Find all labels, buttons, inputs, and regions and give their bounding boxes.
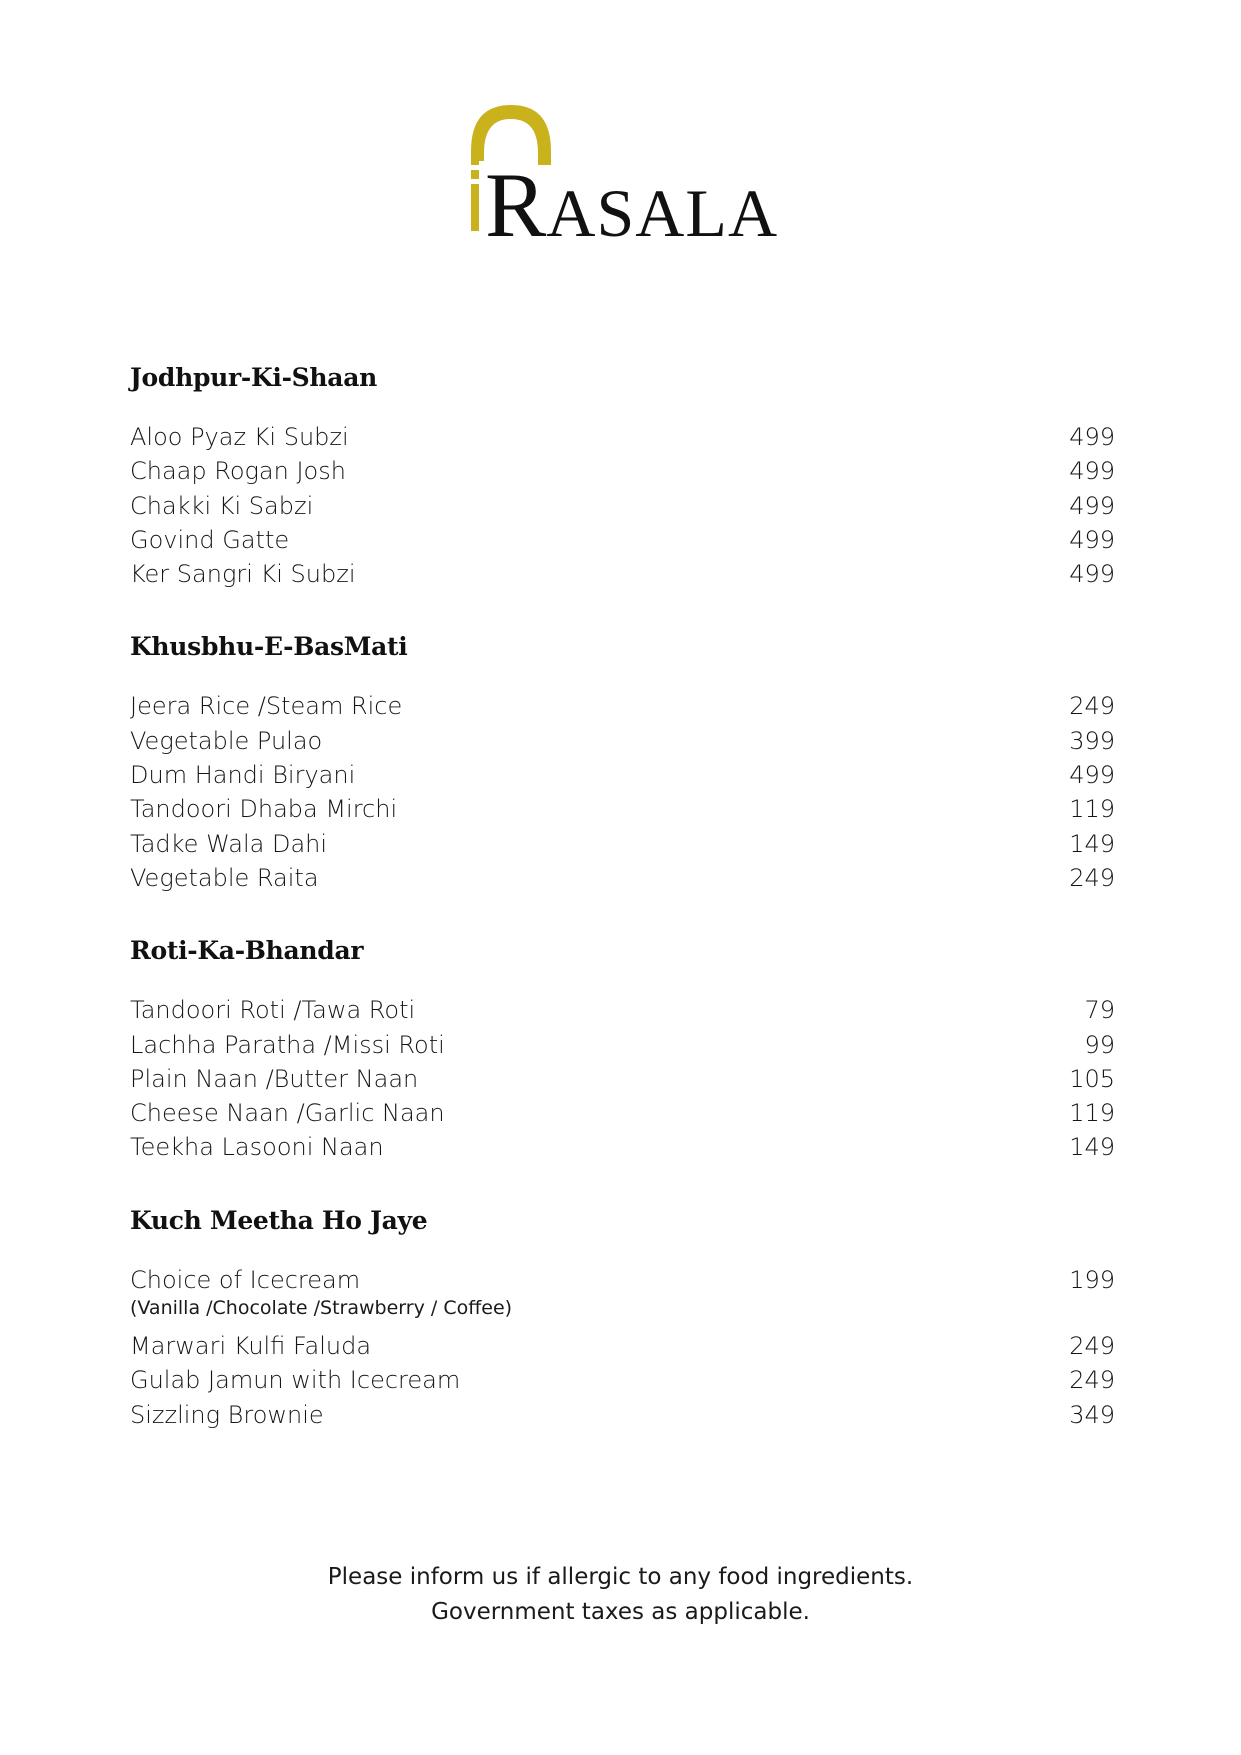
item-name: Tandoori Roti /Tawa Roti <box>130 996 416 1025</box>
item-name: Choice of Icecream <box>130 1265 361 1294</box>
item-price: 499 <box>1069 423 1115 451</box>
item-price: 149 <box>1069 829 1115 858</box>
section-title: Roti-Ka-Bhandar <box>130 936 364 966</box>
menu-item <box>130 1363 1115 1397</box>
menu-item <box>130 1096 1115 1130</box>
menu-item <box>130 557 1115 591</box>
item-name: Teekha Lasooni Naan <box>130 1133 384 1162</box>
item-price: 119 <box>1069 795 1115 824</box>
item-price: 249 <box>1069 1366 1115 1395</box>
menu-item <box>130 792 1115 826</box>
menu-item <box>130 1263 1115 1297</box>
menu-section <box>130 360 1115 591</box>
item-price: 499 <box>1069 491 1115 520</box>
item-name: Jeera Rice /Steam Rice <box>130 692 403 721</box>
item-price: 249 <box>1069 692 1115 721</box>
menu-section <box>130 629 1115 895</box>
section-title: Jodhpur-Ki-Shaan <box>130 363 377 392</box>
item-price: 119 <box>1069 1099 1115 1128</box>
section-title: Khusbhu-E-BasMati <box>130 632 408 662</box>
menu-section <box>130 1203 1115 1432</box>
menu-item <box>130 1130 1115 1164</box>
footer-notice <box>0 1560 1241 1630</box>
item-price: 199 <box>1069 1265 1115 1294</box>
item-price: 249 <box>1069 1332 1115 1361</box>
rasala-logo <box>465 103 779 256</box>
item-name: Marwari Kulfi Faluda <box>130 1332 372 1361</box>
section-title: Kuch Meetha Ho Jaye <box>130 1205 428 1235</box>
menu-item <box>130 827 1115 861</box>
item-name: Govind Gatte <box>130 525 290 554</box>
item-price: 399 <box>1069 726 1115 755</box>
item-price: 499 <box>1069 560 1115 589</box>
menu-item <box>130 420 1115 454</box>
menu-item <box>130 1329 1115 1363</box>
item-name: Aloo Pyaz Ki Subzi <box>130 423 349 451</box>
item-name: Tandoori Dhaba Mirchi <box>130 795 398 824</box>
item-price: 499 <box>1069 457 1115 486</box>
item-price: 499 <box>1069 761 1115 790</box>
menu-section <box>130 933 1115 1164</box>
menu-item <box>130 993 1115 1027</box>
item-name: Lachha Paratha /Missi Roti <box>130 1030 445 1059</box>
brand-wordmark <box>485 154 779 256</box>
item-name: Chaap Rogan Josh <box>130 457 346 486</box>
item-name: Cheese Naan /Garlic Naan <box>130 1099 445 1128</box>
menu-item <box>130 758 1115 792</box>
menu-item <box>130 523 1115 557</box>
item-name: Tadke Wala Dahi <box>130 829 328 858</box>
item-name: Ker Sangri Ki Subzi <box>130 560 356 589</box>
item-price: 99 <box>1084 1030 1115 1059</box>
menu-item <box>130 1062 1115 1096</box>
item-name: Vegetable Pulao <box>130 726 323 755</box>
menu-item <box>130 861 1115 895</box>
menu-item <box>130 1398 1115 1432</box>
allergy-notice: Please inform us if allergic to any food ingredients. <box>327 1564 914 1590</box>
item-price: 149 <box>1069 1133 1115 1162</box>
item-name: Sizzling Brownie <box>130 1400 324 1429</box>
menu-item <box>130 489 1115 523</box>
item-name: Vegetable Raita <box>130 863 319 892</box>
menu-item <box>130 454 1115 488</box>
item-name: Gulab Jamun with Icecream <box>130 1366 461 1395</box>
item-price: 79 <box>1084 996 1115 1025</box>
item-note: (Vanilla /Chocolate /Strawberry / Coffee) <box>130 1297 513 1320</box>
menu-item <box>130 1028 1115 1062</box>
item-price: 105 <box>1069 1064 1115 1093</box>
item-name: Dum Handi Biryani <box>130 761 356 790</box>
item-price: 499 <box>1069 525 1115 554</box>
tax-notice: Government taxes as applicable. <box>431 1599 810 1625</box>
brand-wordmark-initial: R <box>485 154 547 256</box>
item-name: Plain Naan /Butter Naan <box>130 1064 419 1093</box>
item-price: 249 <box>1069 863 1115 892</box>
menu-list <box>130 360 1115 1470</box>
brand-wordmark-rest: ASALA <box>546 175 779 251</box>
item-name: Chakki Ki Sabzi <box>130 491 314 520</box>
menu-item <box>130 689 1115 723</box>
menu-item <box>130 724 1115 758</box>
item-price: 349 <box>1069 1400 1115 1429</box>
